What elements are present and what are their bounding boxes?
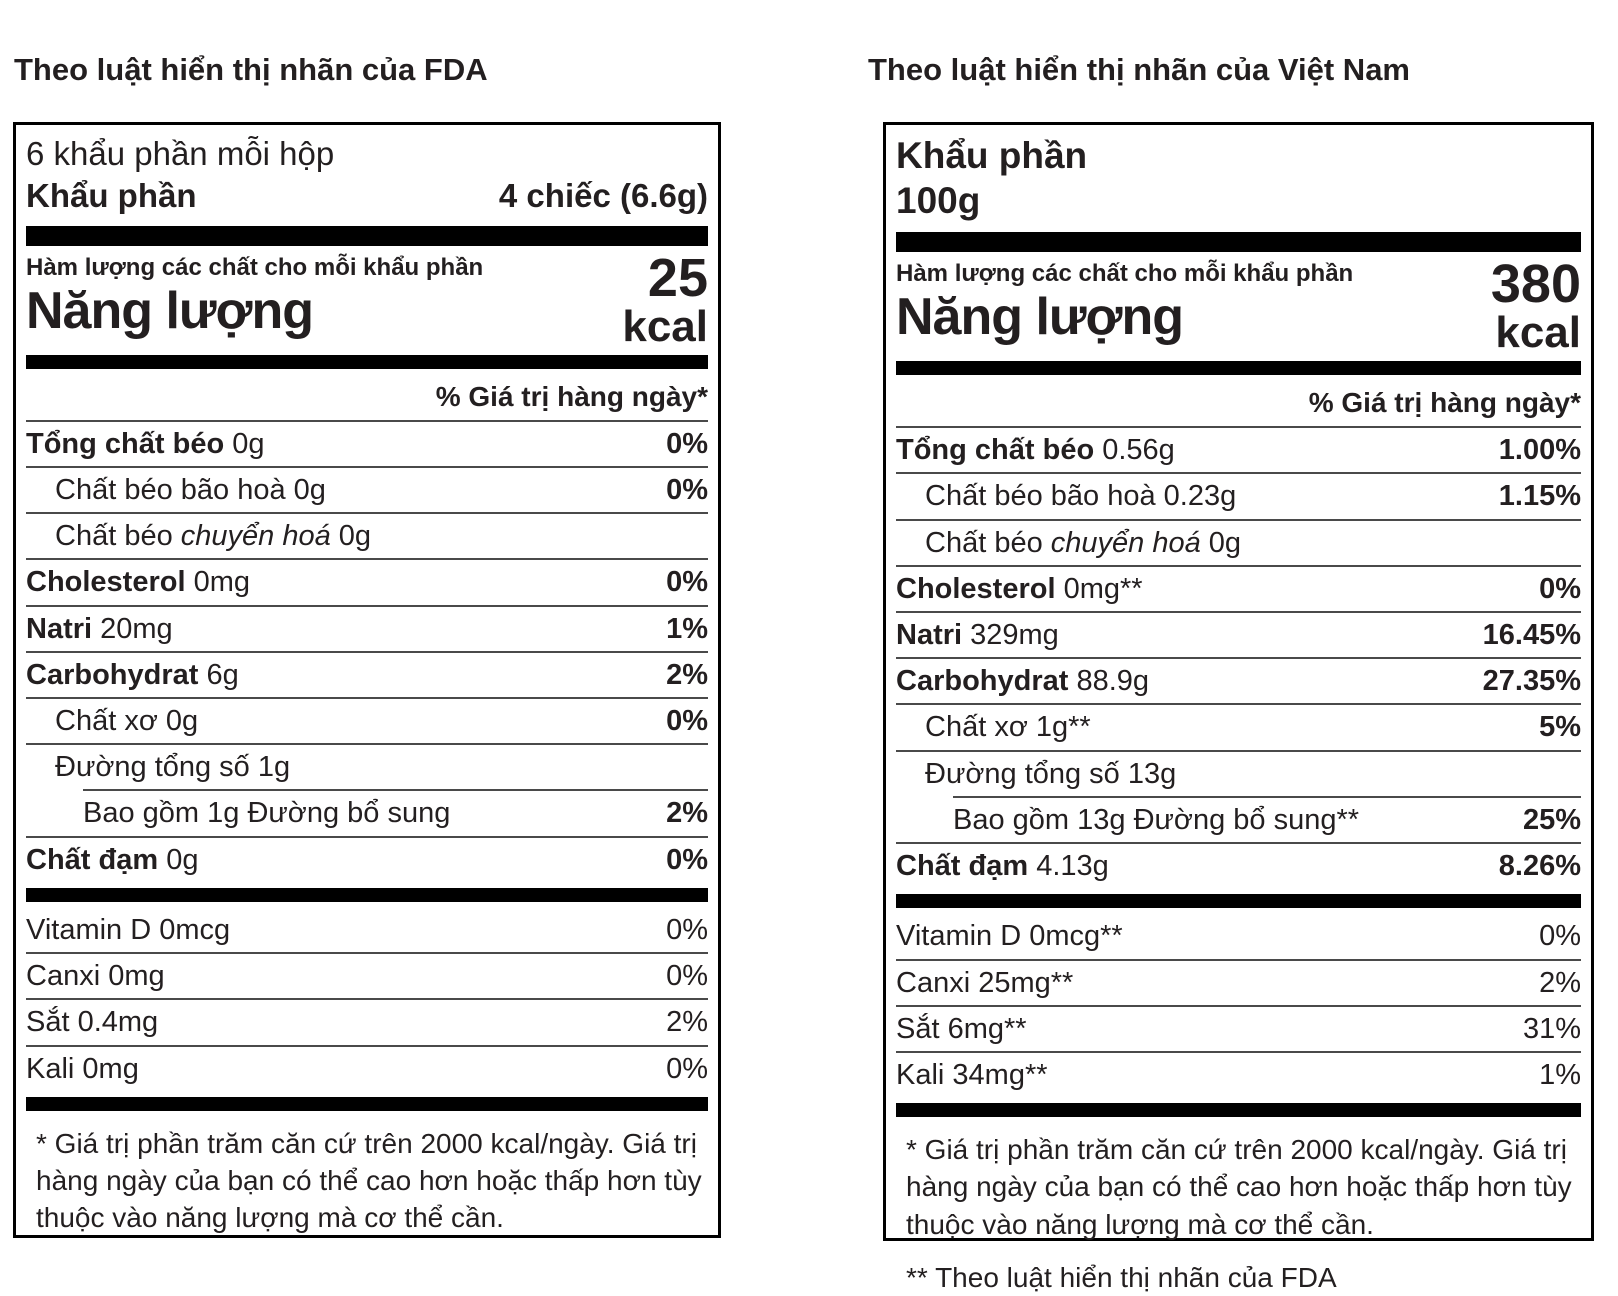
nutrient-name [26,959,165,993]
nutrient-name-text: Chất xơ 0g [55,705,199,738]
nutrient-name [896,433,1175,467]
nutrient-name-text: Sắt 0.4mg [26,1006,159,1039]
nutrient-row [953,796,1581,842]
energy-label: Năng lượng [26,281,314,340]
nutrient-name-bold: Chất đạm [896,850,1029,883]
nutrient-name-text: Sắt 6mg** [896,1012,1027,1045]
daily-value: 0% [666,843,708,876]
nutrient-name [896,757,1176,791]
serving-size-value: 100g [896,180,981,222]
nutrient-row [896,428,1581,472]
nutrient-name [26,612,173,646]
footnote: * Giá trị phần trăm căn cứ trên 2000 kcal/ngày. Giá trị hàng ngày của bạn có thể cao hơn hoặc thấp hơn tùy thuộc vào năng lượng mà cơ thể cần. [906,1134,1572,1240]
daily-value: 1% [666,612,708,645]
daily-value: 1.15% [1498,480,1581,513]
daily-value-header: % Giá trị hàng ngày* [896,381,1581,428]
serving-size-value: 4 chiếc (6.6g) [498,176,708,214]
daily-value: 2% [666,1006,708,1039]
nutrient-name-text: Đường tổng số 13g [925,757,1177,790]
nutrient-name [83,796,450,830]
nutrient-name [26,1052,139,1086]
nutrient-name [896,618,1059,652]
nutrient-row [896,611,1581,657]
nutrient-name [896,1012,1027,1046]
micronutrient-rows [896,914,1581,1097]
nutrient-row [26,512,708,558]
nutrient-name-bold: Cholesterol [26,566,186,599]
daily-value: 0% [666,913,708,946]
nutrient-row [26,558,708,604]
nutrient-name-post: 0g [330,520,372,553]
nutrient-name [896,849,1109,883]
nutrient-name [26,750,290,784]
nutrient-name-text: Chất xơ 1g** [925,711,1091,744]
nutrient-name-bold: Carbohydrat [896,665,1069,698]
servings-per-container: 6 khẩu phần mỗi hộp [26,135,335,172]
nutrient-name-text: 0g [158,843,199,876]
nutrient-row [896,565,1581,611]
nutrient-name-text: Kali 34mg** [896,1059,1048,1091]
daily-value: 1% [1539,1059,1581,1091]
nutrient-name-italic: chuyển hoá [1050,526,1201,559]
nutrient-name-text: Vitamin D 0mcg [26,913,231,946]
nutrient-name-pre: Chất béo [925,526,1051,559]
nutrient-name-text: Đường tổng số 1g [55,751,291,784]
energy-unit: kcal [1495,308,1581,358]
energy-right [622,247,708,351]
divider-bar [26,888,708,902]
label-title-fda: Theo luật hiển thị nhãn của FDA [14,52,488,87]
nutrient-name-text: 0.56g [1094,434,1175,467]
divider-bar [896,361,1581,375]
nutrient-name [26,519,371,553]
divider-bar [26,355,708,369]
daily-value: 5% [1539,711,1581,744]
daily-value: 1.00% [1498,434,1581,467]
nutrient-row [26,422,708,466]
nutrient-name-post: 0g [1200,526,1242,559]
nutrient-name-text: 20mg [92,612,173,645]
nutrient-name [896,1058,1048,1092]
nutrient-name [896,572,1143,606]
nutrient-name-text: Kali 0mg [26,1052,139,1085]
energy-value: 380 [1490,254,1581,315]
serving-size-label: Khẩu phần [896,135,1088,176]
divider-bar [896,894,1581,908]
footnote-fda-reference: ** Theo luật hiển thị nhãn của FDA [906,1261,1337,1293]
nutrient-name [26,565,250,599]
nutrient-name [896,710,1091,744]
nutrient-name-text: Bao gồm 13g Đường bổ sung** [953,803,1360,836]
divider-bar [896,232,1581,252]
nutrient-row [896,472,1581,518]
energy-unit: kcal [622,301,708,351]
nutrient-name-text: 4.13g [1028,850,1109,883]
daily-value: 31% [1522,1012,1581,1045]
daily-value: 0% [666,473,708,506]
energy-left [896,258,1353,355]
nutrient-name [896,526,1241,560]
nutrient-row [26,651,708,697]
nutrient-name-text: Chất béo bão hoà 0g [55,473,326,506]
daily-value: 0% [666,427,708,460]
serving-size-label: Khẩu phần [26,176,197,214]
nutrient-name-text: Canxi 25mg** [896,966,1074,999]
nutrient-row [26,998,708,1044]
daily-value-header: % Giá trị hàng ngày* [26,375,708,422]
nutrient-name-bold: Tổng chất béo [896,434,1095,467]
nutrient-name-text: 329mg [962,619,1059,652]
energy-value: 25 [647,247,708,308]
nutrient-name-bold: Chất đạm [26,843,159,876]
nutrient-name [896,664,1149,698]
micronutrient-rows [26,908,708,1091]
energy-label: Năng lượng [896,288,1184,347]
divider-bar [896,1103,1581,1117]
nutrient-name-italic: chuyển hoá [180,520,331,553]
nutrient-name-text: Vitamin D 0mcg** [896,920,1123,953]
nutrient-row [896,1005,1581,1051]
nutrient-name-text: 0mg [185,566,251,599]
nutrient-name-bold: Natri [896,619,963,652]
nutrient-name [896,966,1073,1000]
amount-per-serving-label: Hàm lượng các chất cho mỗi khẩu phần [26,253,484,281]
divider-bar [26,1097,708,1111]
nutrient-name-text: 6g [198,658,239,691]
divider-bar [26,226,708,246]
daily-value: 2% [1539,966,1581,999]
nutrient-row [26,836,708,882]
energy-left [26,252,483,349]
daily-value: 0% [1539,920,1581,953]
nutrient-name-text: Chất béo bão hoà 0.23g [925,480,1237,513]
daily-value: 8.26% [1498,850,1581,883]
daily-value: 16.45% [1482,619,1581,652]
daily-value: 2% [666,797,708,830]
nutrient-row [83,789,708,835]
nutrient-name [26,427,265,461]
nutrient-rows [896,428,1581,888]
nutrient-name-pre: Chất béo [55,520,181,553]
energy-right [1490,254,1581,358]
energy-block [26,247,708,351]
nutrient-name-text: 88.9g [1068,665,1150,698]
nutrient-row [896,1051,1581,1097]
nutrient-name [26,843,198,877]
nutrient-name [896,919,1123,953]
nutrient-name-text: Canxi 0mg [26,960,165,993]
nutrition-label-fda [13,122,721,1238]
serving-size-row [26,175,708,217]
nutrient-name [26,704,198,738]
nutrient-row [26,952,708,998]
nutrient-row [26,697,708,743]
nutrient-name [26,913,230,947]
nutrient-row [896,959,1581,1005]
nutrient-name [896,479,1236,513]
nutrient-row [26,466,708,512]
daily-value: 0% [666,960,708,993]
daily-value: 0% [666,566,708,599]
energy-block [896,254,1581,358]
nutrient-row [26,908,708,952]
daily-value: 0% [666,705,708,738]
nutrition-label-vietnam [883,122,1594,1293]
nutrient-name-bold: Tổng chất béo [26,427,225,460]
daily-value: 25% [1522,803,1581,836]
nutrient-row [896,842,1581,888]
nutrient-row [896,657,1581,703]
nutrient-row [896,703,1581,749]
nutrient-row [896,750,1581,796]
footnote: * Giá trị phần trăm căn cứ trên 2000 kcal/ngày. Giá trị hàng ngày của bạn có thể cao hơn hoặc thấp hơn tùy thuộc vào năng lượng mà cơ thể cần. [36,1127,702,1234]
nutrient-name-bold: Cholesterol [896,572,1056,605]
nutrient-name-text: 0mg** [1055,572,1143,605]
daily-value: 0% [666,1052,708,1085]
label-title-vietnam: Theo luật hiển thị nhãn của Việt Nam [868,52,1411,87]
nutrient-name [26,1005,158,1039]
daily-value: 2% [666,658,708,691]
nutrient-name [953,803,1359,837]
daily-value: 0% [1539,572,1581,605]
nutrient-name-bold: Natri [26,612,93,645]
nutrient-name [26,473,326,507]
nutrient-row [26,1045,708,1091]
nutrient-row [26,605,708,651]
nutrient-row [896,519,1581,565]
nutrient-name-bold: Carbohydrat [26,658,199,691]
nutrient-name-text: Bao gồm 1g Đường bổ sung [83,797,451,830]
amount-per-serving-label: Hàm lượng các chất cho mỗi khẩu phần [896,260,1354,288]
nutrient-name [26,658,239,692]
daily-value: 27.35% [1482,665,1581,698]
nutrient-row [26,743,708,789]
nutrient-name-text: 0g [224,427,265,460]
nutrient-row [896,914,1581,958]
nutrient-rows [26,422,708,882]
